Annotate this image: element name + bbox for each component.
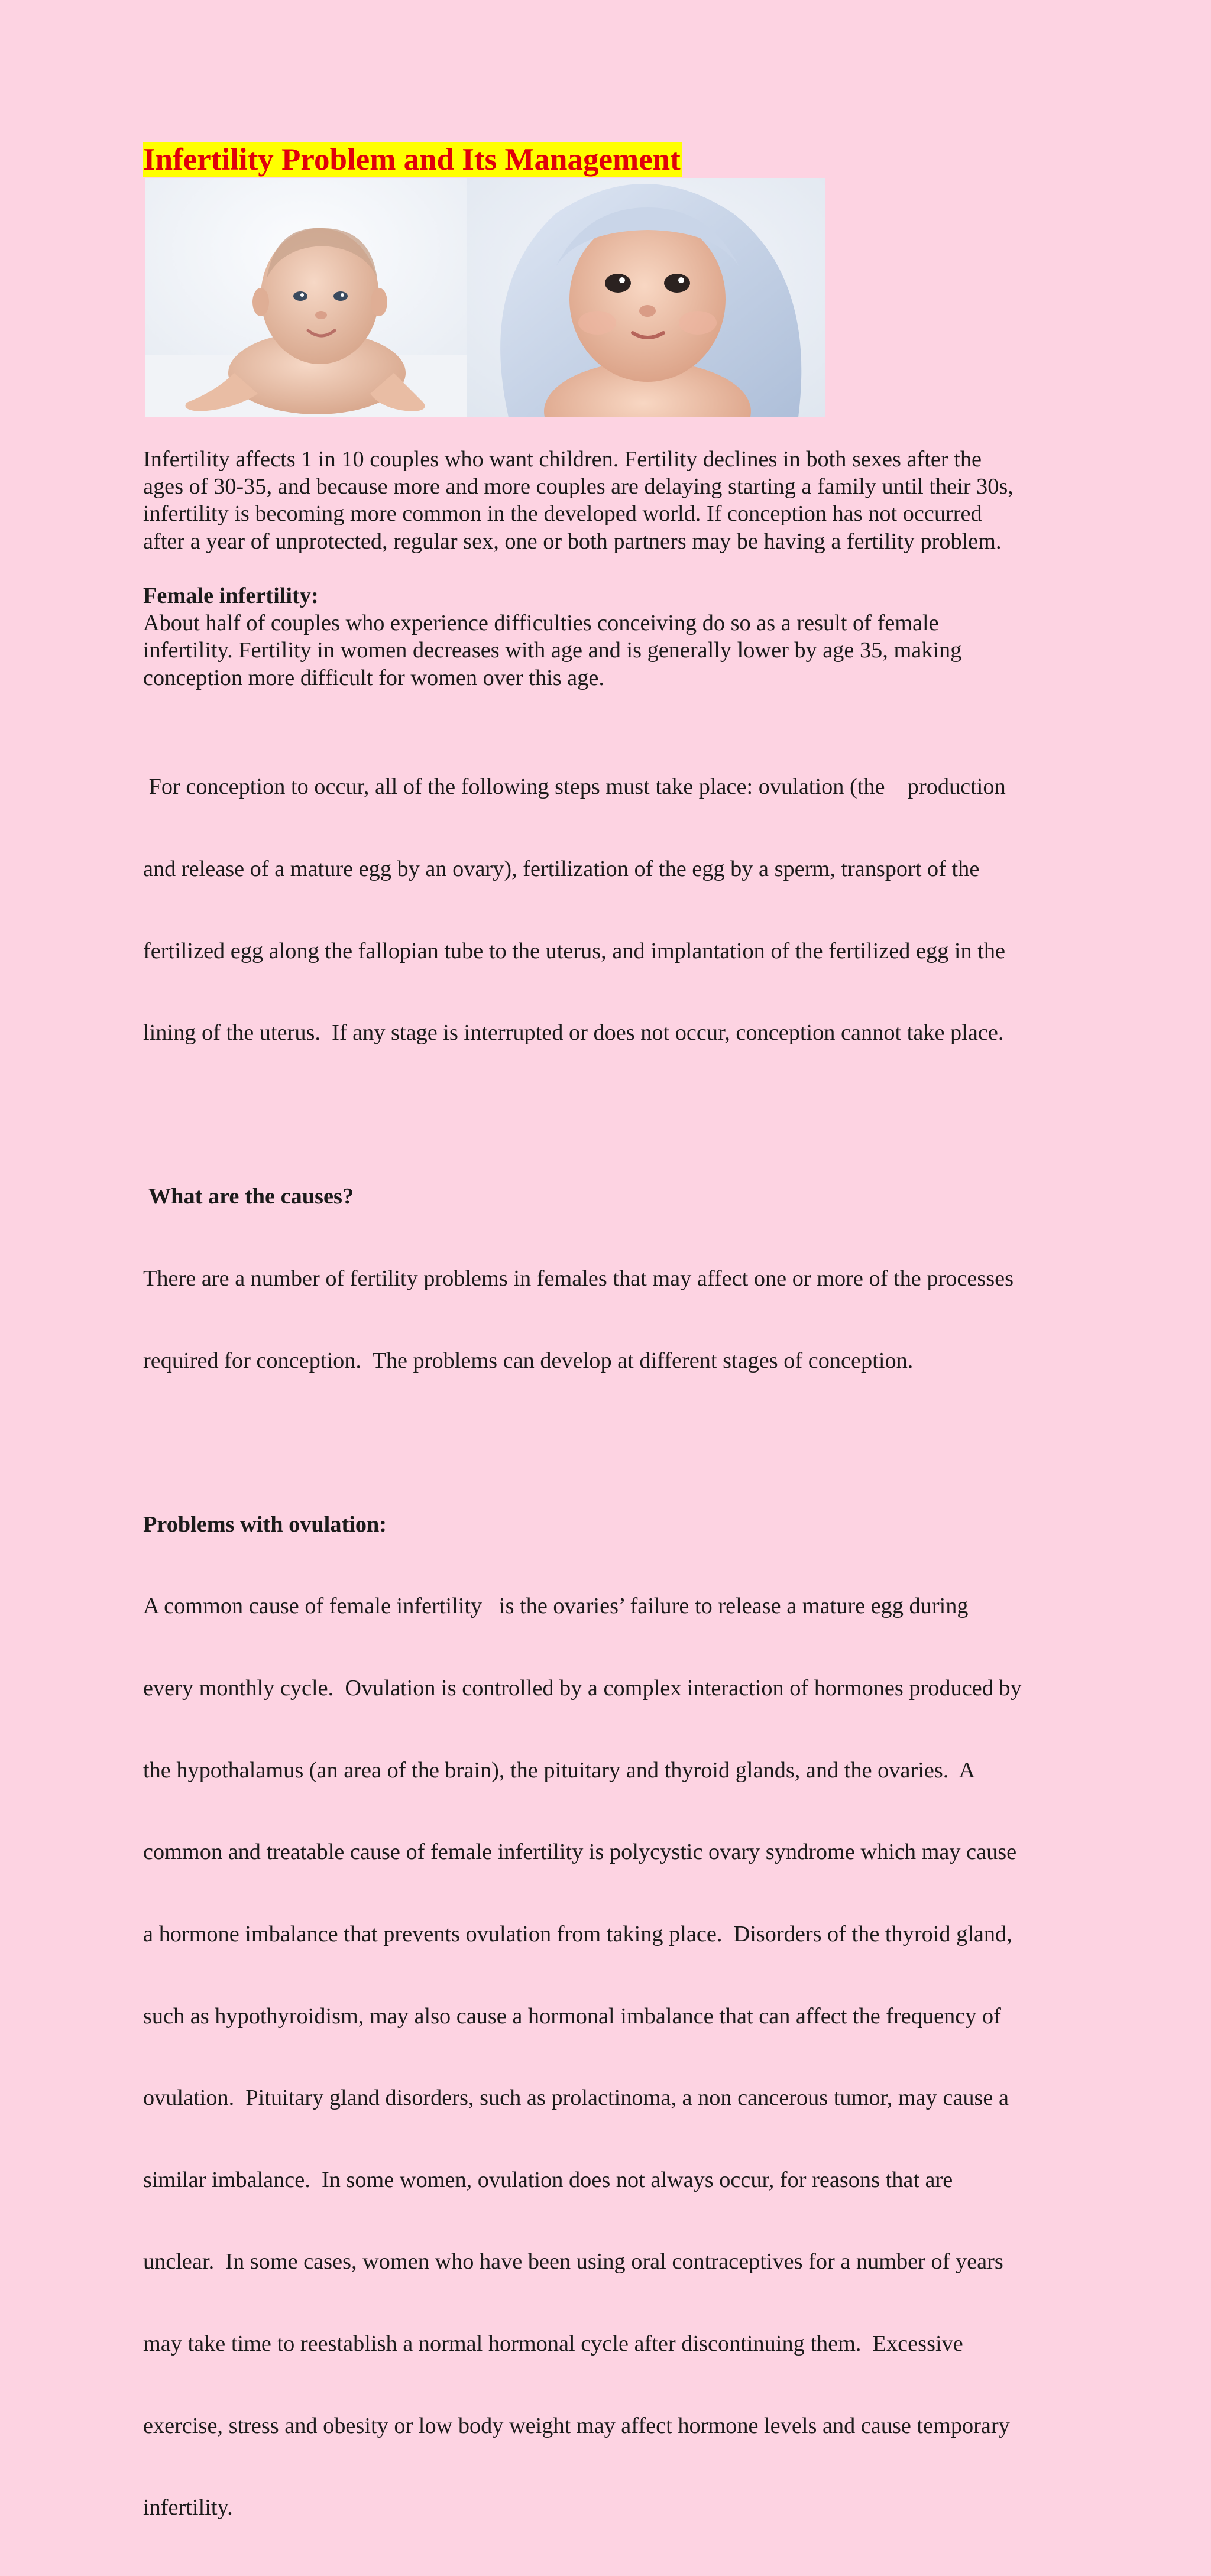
conception-steps-paragraph [143,719,1077,1101]
text-line: A common cause of female infertility is the ovaries’ failure to release a mature egg during [143,1594,969,1619]
ovulation-section [143,1456,1077,2575]
text-line: such as hypothyroidism, may also cause a hormonal imbalance that can affect the frequency of [143,2003,1001,2029]
text-line: fertilized egg along the fallopian tube to the uterus, and implantation of the fertilized egg in the [143,938,1005,963]
text-line: and release of a mature egg by an ovary), fertilization of the egg by a sperm, transport of the [143,856,980,882]
text-line: infertility. [143,2495,233,2520]
female-infertility-section [143,582,1077,692]
text-line: Infertility affects 1 in 10 couples who want children. Fertility declines in both sexes after the [143,447,982,472]
baby-lying-photo [145,178,467,417]
causes-section [143,1128,1077,1429]
text-line: ages of 30-35, and because more and more couples are delaying starting a family until their 30s, [143,474,1014,499]
text-line: About half of couples who experience difficulties conceiving do so as a result of female [143,611,939,636]
article-body [143,446,1077,2576]
text-line: ovulation. Pituitary gland disorders, such as prolactinoma, a non cancerous tumor, may cause a [143,2085,1009,2111]
text-line: a hormone imbalance that prevents ovulation from taking place. Disorders of the thyroid gland, [143,1921,1012,1946]
text-line: There are a number of fertility problems in females that may affect one or more of the processes [143,1266,1014,1292]
text-line: after a year of unprotected, regular sex, one or both partners may be having a fertility problem. [143,528,1002,554]
text-line: lining of the uterus. If any stage is interrupted or does not occur, conception cannot take place. [143,1020,1004,1046]
text-line: unclear. In some cases, women who have been using oral contraceptives for a number of years [143,2249,1003,2275]
section-heading: Female infertility: [143,583,319,608]
text-line: common and treatable cause of female infertility is polycystic ovary syndrome which may cause [143,1839,1017,1865]
text-line: may take time to reestablish a normal hormonal cycle after discontinuing them. Excessive [143,2331,963,2356]
text-line: the hypothalamus (an area of the brain), the pituitary and thyroid glands, and the ovaries. A [143,1757,975,1783]
page-title: Infertility Problem and Its Management [143,142,681,177]
paragraph-gap [143,1429,1077,1456]
text-line: similar imbalance. In some women, ovulation does not always occur, for reasons that are [143,2167,953,2192]
paragraph-gap [143,555,1077,582]
paragraph-gap [143,1101,1077,1128]
text-line: For conception to occur, all of the following steps must take place: ovulation (the production [143,774,1006,800]
text-line: every monthly cycle. Ovulation is controlled by a complex interaction of hormones produced by [143,1676,1022,1701]
paragraph-gap [143,692,1077,719]
text-line: required for conception. The problems can develop at different stages of conception. [143,1348,914,1373]
intro-paragraph [143,446,1077,555]
photo-row [143,178,1077,417]
section-heading: What are the causes? [143,1184,354,1209]
text-line: conception more difficult for women over this age. [143,665,604,690]
text-line: infertility is becoming more common in the developed world. If conception has not occurred [143,501,982,527]
baby-hooded-towel-photo [467,178,825,417]
text-line: infertility. Fertility in women decreases with age and is generally lower by age 35, making [143,638,962,663]
text-line: exercise, stress and obesity or low body weight may affect hormone levels and cause temporary [143,2413,1010,2438]
section-heading: Problems with ovulation: [143,1511,387,1537]
document-page [143,142,1077,2576]
